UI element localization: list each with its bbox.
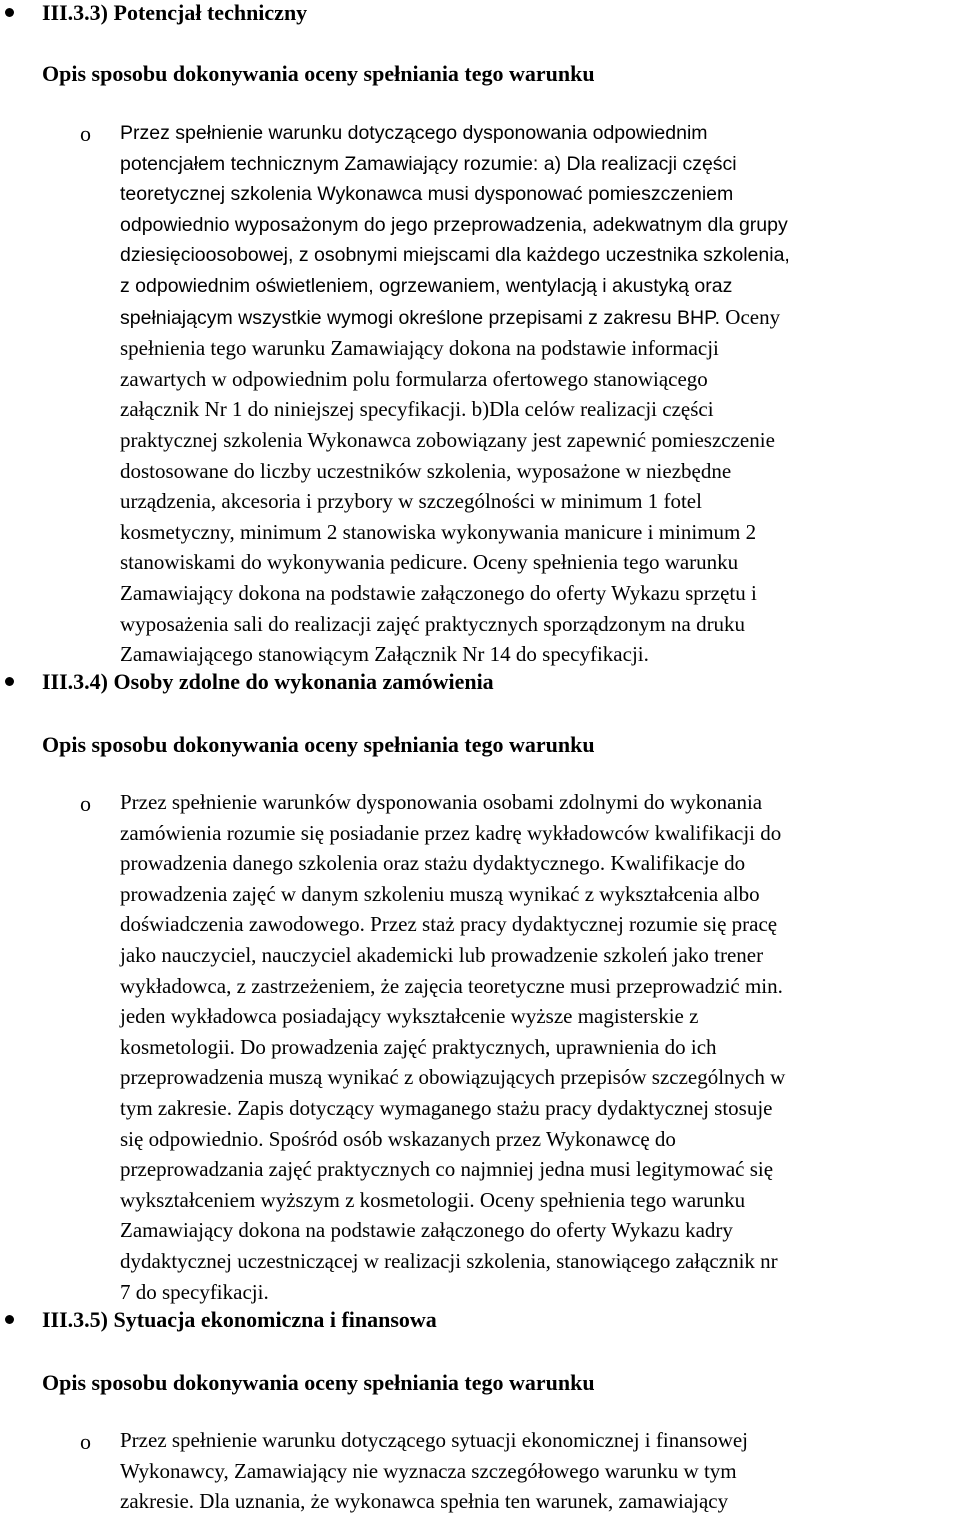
paragraph-line: wykształceniem wyższym z kosmetologii. Oceny spełnienia tego warunku bbox=[120, 1187, 746, 1212]
list-marker: o bbox=[80, 121, 91, 146]
paragraph-line: dydaktycznej uczestniczącej w realizacji szkolenia, stanowiącego załącznik nr bbox=[120, 1248, 778, 1273]
paragraph-line bbox=[120, 302, 960, 334]
paragraph-line: 7 do specyfikacji. bbox=[120, 1279, 269, 1304]
list-marker: o bbox=[80, 1429, 91, 1454]
paragraph-segment: stanowiskami do wykonywania pedicure. bbox=[120, 550, 468, 575]
paragraph-line: Przez spełnienie warunku dotyczącego dysponowania odpowiednim bbox=[120, 122, 708, 144]
paragraph-segment: Oceny bbox=[725, 304, 781, 329]
paragraph-line: odpowiednio wyposażonym do jego przeprowadzenia, adekwatnym dla grupy bbox=[120, 213, 788, 236]
section-subheading: Opis sposobu dokonywania oceny spełniania tego warunku bbox=[42, 732, 595, 757]
bullet-icon bbox=[5, 677, 14, 686]
paragraph-line: Wykonawcy, Zamawiający nie wyznacza szczegółowego warunku w tym bbox=[120, 1458, 737, 1483]
paragraph-line: teoretycznej szkolenia Wykonawca musi dysponować pomieszczeniem bbox=[120, 183, 734, 206]
paragraph-segment: załącznik Nr 1 do niniejszej specyfikacji. bbox=[120, 397, 467, 422]
paragraph-line: potencjałem technicznym Zamawiający rozumie: a) Dla realizacji części bbox=[120, 152, 737, 175]
paragraph-line: Przez spełnienie warunków dysponowania osobami zdolnymi do wykonania bbox=[120, 790, 763, 814]
section-heading: III.3.3) Potencjał techniczny bbox=[42, 0, 308, 25]
bullet-icon bbox=[5, 1315, 14, 1324]
paragraph-line: kosmetyczny, minimum 2 stanowiska wykonywania manicure i minimum 2 bbox=[120, 519, 757, 544]
paragraph-line: zakresie. Dla uznania, że wykonawca spełnia ten warunek, zamawiający bbox=[120, 1489, 729, 1514]
section-subheading: Opis sposobu dokonywania oceny spełniania tego warunku bbox=[42, 61, 595, 86]
paragraph-line: Zamawiającego stanowiącym Załącznik Nr 14 do specyfikacji. bbox=[120, 642, 649, 667]
paragraph-line: Zamawiający dokona na podstawie załączonego do oferty Wykazu kadry bbox=[120, 1218, 733, 1243]
paragraph-line: wyposażenia sali do realizacji zajęć praktycznych sporządzonym na druku bbox=[120, 611, 746, 636]
paragraph-segment: b)Dla celów realizacji części bbox=[471, 397, 714, 422]
paragraph-line: jako nauczyciel, nauczyciel akademicki lub prowadzenie szkoleń jako trener bbox=[120, 942, 764, 967]
paragraph-line: praktycznej szkolenia Wykonawca zobowiązany jest zapewnić pomieszczenie bbox=[120, 427, 775, 452]
paragraph-line: z odpowiednim oświetleniem, ogrzewaniem, wentylacją i akustyką oraz bbox=[120, 274, 733, 297]
section-heading: III.3.5) Sytuacja ekonomiczna i finansowa bbox=[42, 1307, 437, 1332]
paragraph-line: przeprowadzenia muszą wynikać z obowiązujących przepisów szczególnych w bbox=[120, 1065, 786, 1090]
bullet-icon bbox=[5, 8, 14, 17]
paragraph-line: spełnienia tego warunku Zamawiający dokona na podstawie informacji bbox=[120, 336, 719, 361]
section-paragraph bbox=[120, 118, 960, 670]
paragraph-line: Przez spełnienie warunku dotyczącego sytuacji ekonomicznej i finansowej bbox=[120, 1428, 749, 1452]
paragraph-line: doświadczenia zawodowego. Przez staż pracy dydaktycznej rozumie się pracę bbox=[120, 912, 778, 937]
paragraph-line bbox=[120, 547, 960, 578]
paragraph-line: urządzenia, akcesoria i przybory w szczególności w minimum 1 fotel bbox=[120, 489, 702, 514]
paragraph-line: prowadzenia zajęć w danym szkoleniu muszą wynikać z wykształcenia albo bbox=[120, 881, 760, 906]
section-subheading: Opis sposobu dokonywania oceny spełniania tego warunku bbox=[42, 1370, 595, 1395]
paragraph-line: się odpowiednio. Spośród osób wskazanych przez Wykonawcę do bbox=[120, 1126, 676, 1151]
section-heading: III.3.4) Osoby zdolne do wykonania zamówienia bbox=[42, 669, 494, 694]
paragraph-segment: spełniającym wszystkie wymogi określone przepisami z zakresu BHP. bbox=[120, 306, 721, 329]
paragraph-line: jeden wykładowca posiadający wykształcenie wyższe magisterskie z bbox=[120, 1004, 699, 1029]
paragraph-segment: Oceny spełnienia tego warunku bbox=[472, 550, 739, 575]
paragraph-line: Zamawiający dokona na podstawie załączonego do oferty Wykazu sprzętu i bbox=[120, 580, 757, 605]
section-paragraph bbox=[120, 1425, 960, 1517]
paragraph-line: prowadzenia danego szkolenia oraz stażu dydaktycznego. Kwalifikacje do bbox=[120, 851, 746, 876]
paragraph-line: zawartych w odpowiednim polu formularza ofertowego stanowiącego bbox=[120, 366, 708, 391]
section-paragraph bbox=[120, 787, 960, 1307]
list-marker: o bbox=[80, 791, 91, 816]
paragraph-line: dziesięcioosobowej, z osobnymi miejscami dla każdego uczestnika szkolenia, bbox=[120, 244, 790, 267]
paragraph-line bbox=[120, 394, 960, 425]
paragraph-line: wykładowca, z zastrzeżeniem, że zajęcia teoretyczne musi przeprowadzić min. bbox=[120, 973, 783, 998]
paragraph-line: kosmetologii. Do prowadzenia zajęć praktycznych, uprawnienia do ich bbox=[120, 1034, 717, 1059]
paragraph-line: przeprowadzania zajęć praktycznych co najmniej jedna musi legitymować się bbox=[120, 1157, 774, 1182]
paragraph-line: dostosowane do liczby uczestników szkolenia, wyposażone w niezbędne bbox=[120, 458, 732, 483]
paragraph-line: tym zakresie. Zapis dotyczący wymaganego stażu pracy dydaktycznej stosuje bbox=[120, 1095, 773, 1120]
paragraph-line: zamówienia rozumie się posiadanie przez kadrę wykładowców kwalifikacji do bbox=[120, 820, 782, 845]
